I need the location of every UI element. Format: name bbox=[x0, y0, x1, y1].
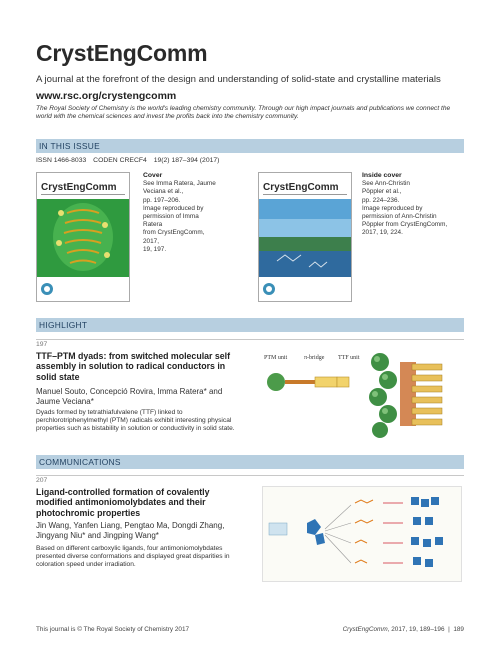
graphic-label-ttf: TTF unit bbox=[338, 355, 360, 361]
highlight-article-title[interactable]: TTF–PTM dyads: from switched molecular self assembly in solution to radical conductors in solid state bbox=[36, 351, 231, 382]
highlight-abstract: Dyads formed by tetrathiafulvalene (TTF) linked to perchlorotriphenylmethyl (PTM) radicals exhibit interesting physical properties such as bistability in solution or conductivity in solid state. bbox=[36, 409, 235, 433]
divider bbox=[36, 339, 464, 340]
antimoniomolybdate-graphic bbox=[263, 487, 461, 581]
footer-volume-pages: , 2017, 19, 189–196 bbox=[387, 626, 445, 633]
footer-copyright: This journal is © The Royal Society of Chemistry 2017 bbox=[36, 626, 190, 633]
inside-cover-label: Inside cover bbox=[362, 172, 402, 179]
journal-title: CrystEngComm bbox=[36, 40, 208, 66]
cover-image[interactable] bbox=[36, 172, 130, 302]
cover-artwork bbox=[37, 173, 129, 301]
cover-caption-line: See Imma Ratera, Jaume bbox=[143, 180, 216, 188]
inside-cover-caption-line: See Ann-Christin bbox=[362, 180, 410, 188]
section-header-in-this-issue: IN THIS ISSUE bbox=[36, 139, 464, 153]
cover-masthead: CrystEngComm bbox=[41, 182, 117, 193]
journal-url[interactable]: www.rsc.org/crystengcomm bbox=[36, 90, 177, 102]
cover-caption-line: permission of Imma Ratera bbox=[143, 213, 199, 229]
inside-cover-artwork bbox=[259, 173, 351, 301]
highlight-graphical-abstract[interactable] bbox=[262, 350, 462, 438]
journal-tagline: A journal at the forefront of the design and understanding of solid-state and crystalline materials bbox=[36, 74, 441, 85]
communication-graphical-abstract[interactable] bbox=[262, 486, 462, 582]
cover-caption-line: pp. 197–206. bbox=[143, 196, 181, 204]
highlight-page-number: 197 bbox=[36, 341, 48, 348]
divider bbox=[36, 475, 464, 476]
inside-cover-caption bbox=[362, 172, 452, 238]
issue-info bbox=[36, 157, 224, 164]
section-header-highlight: HIGHLIGHT bbox=[36, 318, 464, 332]
footer-separator: | bbox=[448, 626, 450, 633]
inside-cover-caption-line: permission of Ann-Christin bbox=[362, 213, 437, 221]
inside-cover-caption-line: 2017, 19, 224. bbox=[362, 229, 403, 237]
ttf-ptm-dyad-graphic bbox=[262, 350, 462, 438]
inside-cover-caption-line: Pöppler from CrystEngComm, bbox=[362, 221, 448, 229]
communication-page-number: 207 bbox=[36, 477, 48, 484]
inside-cover-caption-line: pp. 224–236. bbox=[362, 196, 400, 204]
highlight-authors: Manuel Souto, Concepció Rovira, Imma Ratera* and Jaume Veciana* bbox=[36, 387, 223, 406]
cover-caption-line: 19, 197. bbox=[143, 245, 167, 253]
communication-abstract: Based on different carboxylic ligands, four antimoniomolybdates presented diverse conformations and displayed great disparities in coloration speed under irradiation. bbox=[36, 545, 230, 569]
communication-authors: Jin Wang, Yanfen Liang, Pengtao Ma, Dongdi Zhang, Jingyang Niu* and Jingping Wang* bbox=[36, 521, 225, 540]
cover-caption-line: Image reproduced by bbox=[143, 204, 204, 212]
graphic-label-ptm: PTM unit bbox=[264, 355, 288, 361]
cover-caption-line: Veciana et al., bbox=[143, 188, 184, 196]
cover-caption-line: from CrystEngComm, 2017, bbox=[143, 229, 205, 245]
inside-cover-image[interactable] bbox=[258, 172, 352, 302]
rsc-mission-statement: The Royal Society of Chemistry is the world's leading chemistry community. Through our high impact journals and publications we connect the world with the chemical sciences and invest the profits back into the chemistry community. bbox=[36, 105, 451, 121]
issn: ISSN 1466-8033 bbox=[36, 157, 87, 164]
volume-info: 19(2) 187–394 (2017) bbox=[153, 157, 220, 164]
inside-cover-caption-line: Image reproduced by bbox=[362, 204, 423, 212]
footer-citation bbox=[343, 626, 464, 633]
footer-page-number: 189 bbox=[453, 626, 464, 633]
coden: CODEN CRECF4 bbox=[93, 157, 147, 164]
inside-cover-caption-line: Pöppler et al., bbox=[362, 188, 402, 196]
graphic-label-bridge: π-bridge bbox=[304, 355, 325, 361]
cover-label: Cover bbox=[143, 172, 163, 179]
section-header-communications: COMMUNICATIONS bbox=[36, 455, 464, 469]
communication-article-title[interactable]: Ligand-controlled formation of covalently modified antimoniomolybdates and their photochromic properties bbox=[36, 487, 210, 518]
cover-caption bbox=[143, 172, 217, 254]
inside-cover-masthead: CrystEngComm bbox=[263, 182, 339, 193]
footer-journal: CrystEngComm bbox=[342, 626, 388, 633]
